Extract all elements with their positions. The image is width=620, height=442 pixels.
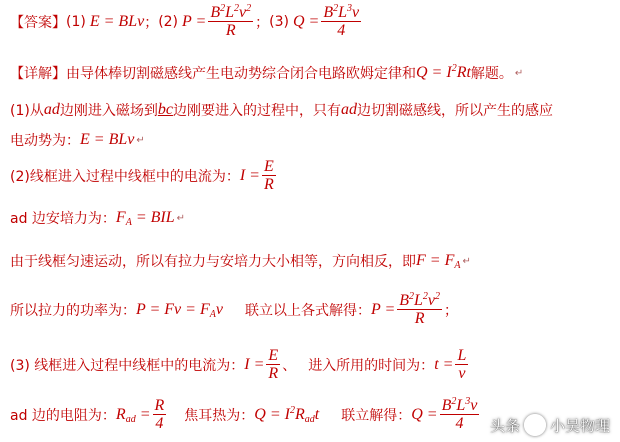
paragraph-mark: ↵ [462, 255, 471, 267]
uniform-line [10, 251, 471, 271]
part1-edge-bc: bc [157, 101, 173, 118]
answer-heat-fraction: $\frac{B^2L^3v}{4}$ [323, 3, 360, 39]
heat-result-fraction: $\frac{B^2L^3v}{4}$ [441, 396, 478, 432]
answer-power-lhs: P = [182, 12, 207, 30]
paragraph-mark: ↵ [136, 134, 145, 146]
ampere-text: ad 边安培力为： [10, 211, 116, 227]
part1-emf-equation: E = BLv [80, 131, 135, 148]
power-text: 所以拉力的功率为： [10, 302, 136, 319]
power-result-fraction: $\frac{B^2L^2v^2}{R}$ [399, 291, 441, 327]
power-result-lhs: P = [370, 300, 396, 318]
power-equation: $P = Fv = F_Av$ [136, 300, 223, 320]
watermark-platform: 头条 [489, 416, 520, 435]
answer-sep1: ； [144, 14, 159, 31]
watermark-author: 小吴物理 [549, 416, 610, 435]
part1-line1 [10, 100, 553, 120]
resistance-line [10, 397, 481, 432]
part3-sep: 、 [282, 357, 297, 374]
part1-edge-ad-2: ad [340, 101, 357, 118]
detail-line [10, 63, 523, 83]
ampere-equation: $F_A$ = BIL [115, 209, 175, 228]
resistance-fraction: $\frac{R}{4}$ [154, 397, 165, 432]
paragraph-mark: ↵ [514, 67, 524, 79]
answer-part1-number: (1) [66, 13, 86, 30]
heat-join-text: 联立解得： [341, 407, 412, 424]
part2-fraction: $\frac{E}{R}$ [263, 158, 274, 193]
part1-text-d: 边切割磁感线，所以产生的感应 [356, 103, 553, 119]
at-icon [524, 414, 546, 436]
watermark [490, 414, 610, 436]
detail-label: 【详解】 [10, 66, 66, 82]
part1-text-c: 边刚要进入的过程中，只有 [172, 103, 341, 119]
part1-emf-text: 电动势为： [10, 133, 80, 149]
detail-intro-equation: $Q = I^2Rt$ [416, 63, 471, 81]
part1-text-a: (1)从 [10, 103, 44, 119]
answer-sep2: ； [255, 14, 270, 31]
detail-intro-end: 解题。 [470, 66, 513, 82]
heat-result-lhs: Q = [411, 405, 438, 423]
part3-time-lhs: t = [434, 355, 454, 373]
power-join-text: 联立以上各式解得： [244, 302, 371, 319]
heat-equation: $Q = I^2R_{ad}t$ [254, 404, 320, 425]
power-line [10, 292, 458, 327]
uniform-equation: $F = F_A$ [416, 252, 461, 271]
ampere-line [10, 208, 185, 228]
part1-line2 [10, 130, 145, 150]
part2-lhs: I = [239, 166, 260, 184]
answer-eq1: E = BLv [89, 12, 145, 30]
heat-text: 焦耳热为： [184, 407, 255, 424]
paragraph-mark: ↵ [176, 212, 185, 224]
answer-part2-number: (2) [158, 13, 179, 30]
part1-edge-ad: ad [43, 101, 60, 118]
resistance-lhs: $R_{ad}$ = [115, 405, 151, 425]
answer-part3-number: (3) [269, 13, 289, 30]
resistance-text: ad 边的电阻为： [10, 407, 116, 424]
uniform-text: 由于线框匀速运动，所以有拉力与安培力大小相等，方向相反，即 [10, 254, 416, 270]
part3-time-text: 进入所用的时间为： [308, 357, 435, 374]
answer-line [10, 4, 363, 39]
part3-time-fraction: $\frac{L}{v}$ [457, 347, 467, 382]
answer-power-fraction: $\frac{B^2L^2v^2}{R}$ [210, 3, 252, 39]
answer-label: 【答案】 [10, 14, 66, 31]
part3-text: (3) 线框进入过程中线框中的电流为： [10, 357, 245, 374]
part2-text: (2)线框进入过程中线框中的电流为： [10, 168, 240, 185]
power-end: ； [444, 302, 459, 319]
answer-heat-lhs: Q = [292, 12, 320, 30]
part1-text-b: 边刚进入磁场到 [59, 103, 158, 119]
detail-intro-text: 由导体棒切割磁感线产生电动势综合闭合电路欧姆定律和 [66, 66, 416, 82]
part3-lhs: I = [244, 355, 265, 373]
part2-line [10, 158, 278, 193]
part3-fraction: $\frac{E}{R}$ [268, 347, 279, 382]
part3-line [10, 347, 470, 382]
